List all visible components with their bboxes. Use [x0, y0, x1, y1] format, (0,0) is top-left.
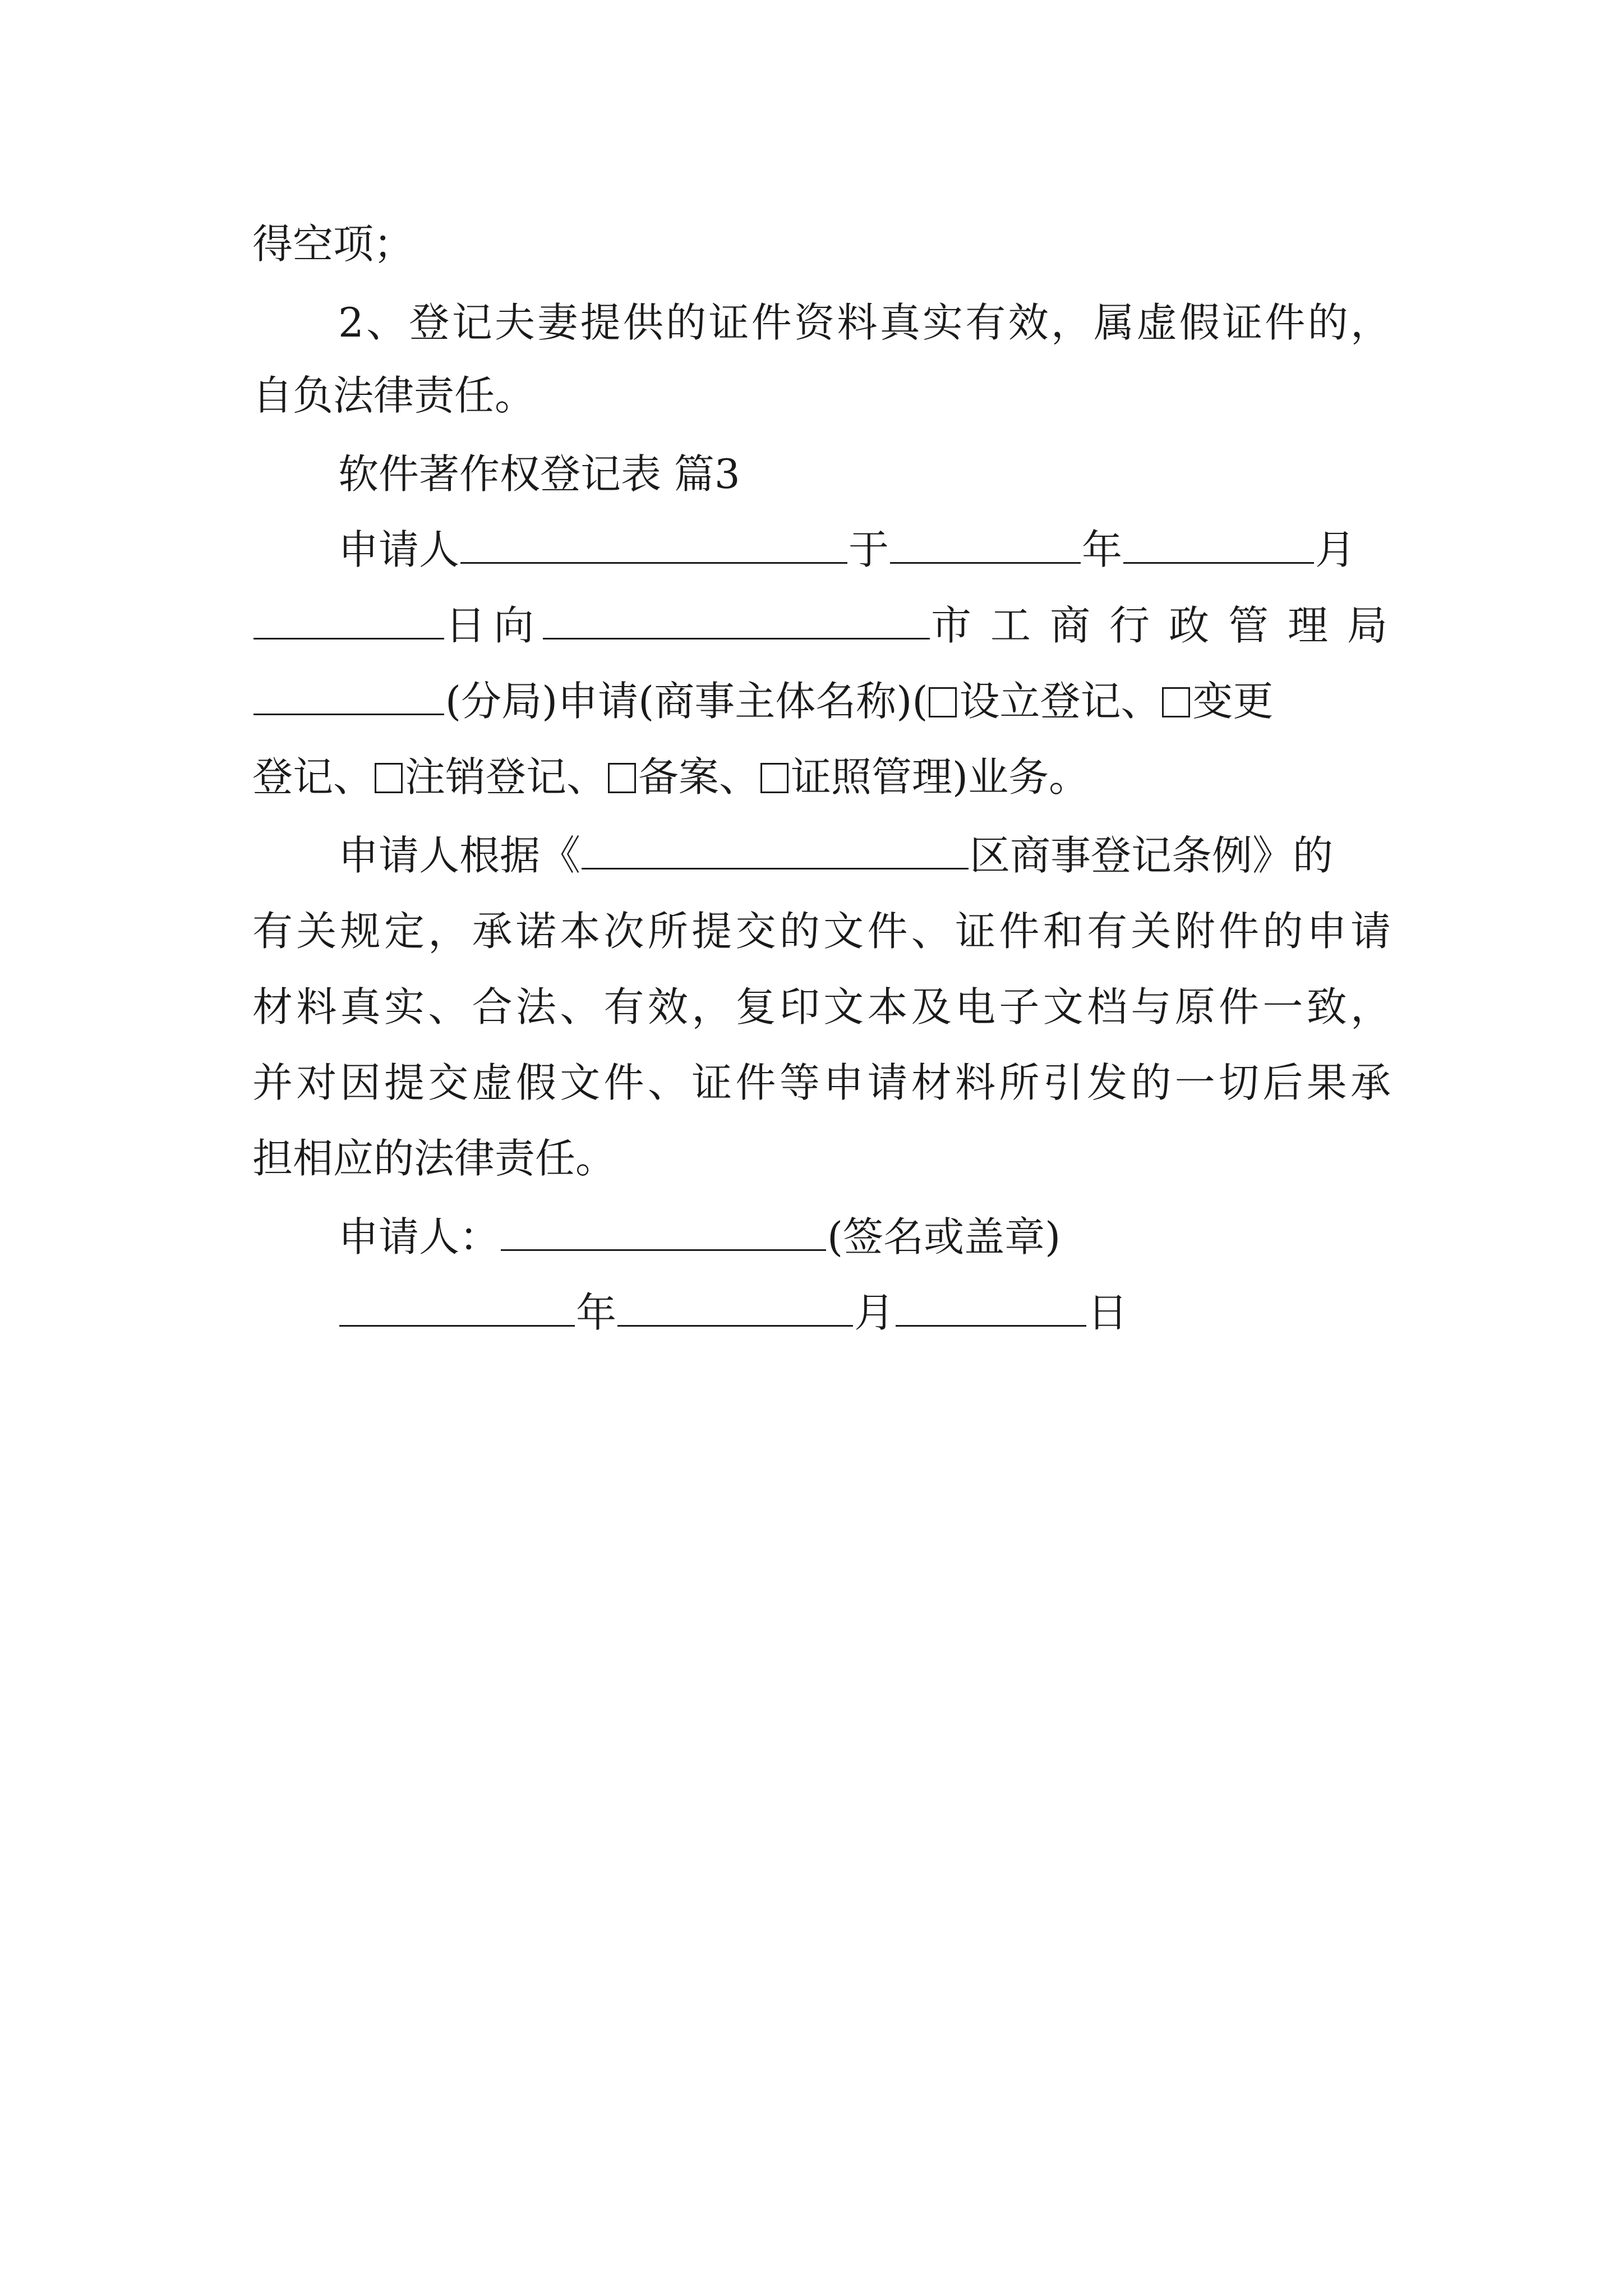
- checkbox-icon[interactable]: [760, 763, 789, 793]
- city-blank[interactable]: [543, 597, 930, 639]
- checkbox-icon[interactable]: [1162, 687, 1190, 717]
- text: 自负法律责任。: [252, 372, 536, 419]
- text: 申请人: [338, 526, 460, 573]
- paragraph-line: [252, 367, 1391, 424]
- text: 设立登记、: [959, 678, 1161, 725]
- text: (分局)申请(商事主体名称)(: [445, 678, 928, 725]
- date-month-blank[interactable]: [617, 1285, 853, 1327]
- date-line: [338, 1285, 1391, 1341]
- paragraph-line: [252, 1055, 1391, 1111]
- district-blank[interactable]: [582, 827, 969, 869]
- text: 年: [1082, 526, 1123, 573]
- text: 证照管理)业务。: [791, 753, 1090, 800]
- text: 得空项；: [252, 220, 414, 268]
- date-year-blank[interactable]: [339, 1285, 575, 1327]
- text: 日: [1087, 1289, 1128, 1336]
- paragraph-line: [252, 1130, 1391, 1186]
- text: 于: [849, 526, 889, 573]
- text: 申请人：: [338, 1213, 500, 1260]
- text: 变更: [1192, 678, 1274, 725]
- paragraph-line: [338, 295, 1391, 351]
- checkbox-icon[interactable]: [608, 763, 636, 793]
- form-line: [252, 597, 1407, 654]
- text: 2、登记夫妻提供的证件资料真实有效，属虚假证件的，: [338, 299, 1391, 346]
- text: 年: [576, 1289, 617, 1336]
- text: 月: [854, 1289, 895, 1336]
- day-blank[interactable]: [253, 597, 444, 639]
- paragraph-line: [252, 216, 1391, 272]
- text: 担相应的法律责任。: [252, 1135, 616, 1182]
- date-day-blank[interactable]: [896, 1285, 1086, 1327]
- text: (签名或盖章): [827, 1213, 1061, 1260]
- paragraph-line: [252, 979, 1391, 1035]
- signature-line: [338, 1209, 1391, 1265]
- checkbox-icon[interactable]: [929, 687, 957, 717]
- form-line: [338, 522, 1391, 578]
- checkbox-icon[interactable]: [375, 763, 403, 793]
- text: 市工商行政管理局: [931, 602, 1407, 649]
- paragraph-line: [252, 903, 1391, 959]
- section-heading: [338, 446, 1391, 502]
- signature-blank[interactable]: [501, 1209, 826, 1251]
- text: 月: [1315, 526, 1356, 573]
- heading-text: 软件著作权登记表 篇3: [338, 450, 740, 498]
- applicant-blank[interactable]: [460, 522, 847, 564]
- paragraph-line: [338, 827, 1391, 884]
- month-blank[interactable]: [1123, 522, 1314, 564]
- text: 并对因提交虚假文件、证件等申请材料所引发的一切后果承: [252, 1059, 1391, 1106]
- text: 备案、: [638, 753, 760, 800]
- text: 登记、: [252, 753, 374, 800]
- text: 申请人根据《: [338, 832, 581, 879]
- branch-blank[interactable]: [253, 673, 444, 715]
- text: 有关规定，承诺本次所提交的文件、证件和有关附件的申请: [252, 908, 1391, 955]
- form-line: [252, 749, 1391, 805]
- text: 材料真实、合法、有效，复印文本及电子文档与原件一致，: [252, 983, 1391, 1030]
- text: 区商事登记条例》的: [970, 832, 1334, 879]
- form-line: [252, 673, 1391, 729]
- text: 日向: [445, 602, 542, 649]
- year-blank[interactable]: [890, 522, 1081, 564]
- text: 注销登记、: [405, 753, 607, 800]
